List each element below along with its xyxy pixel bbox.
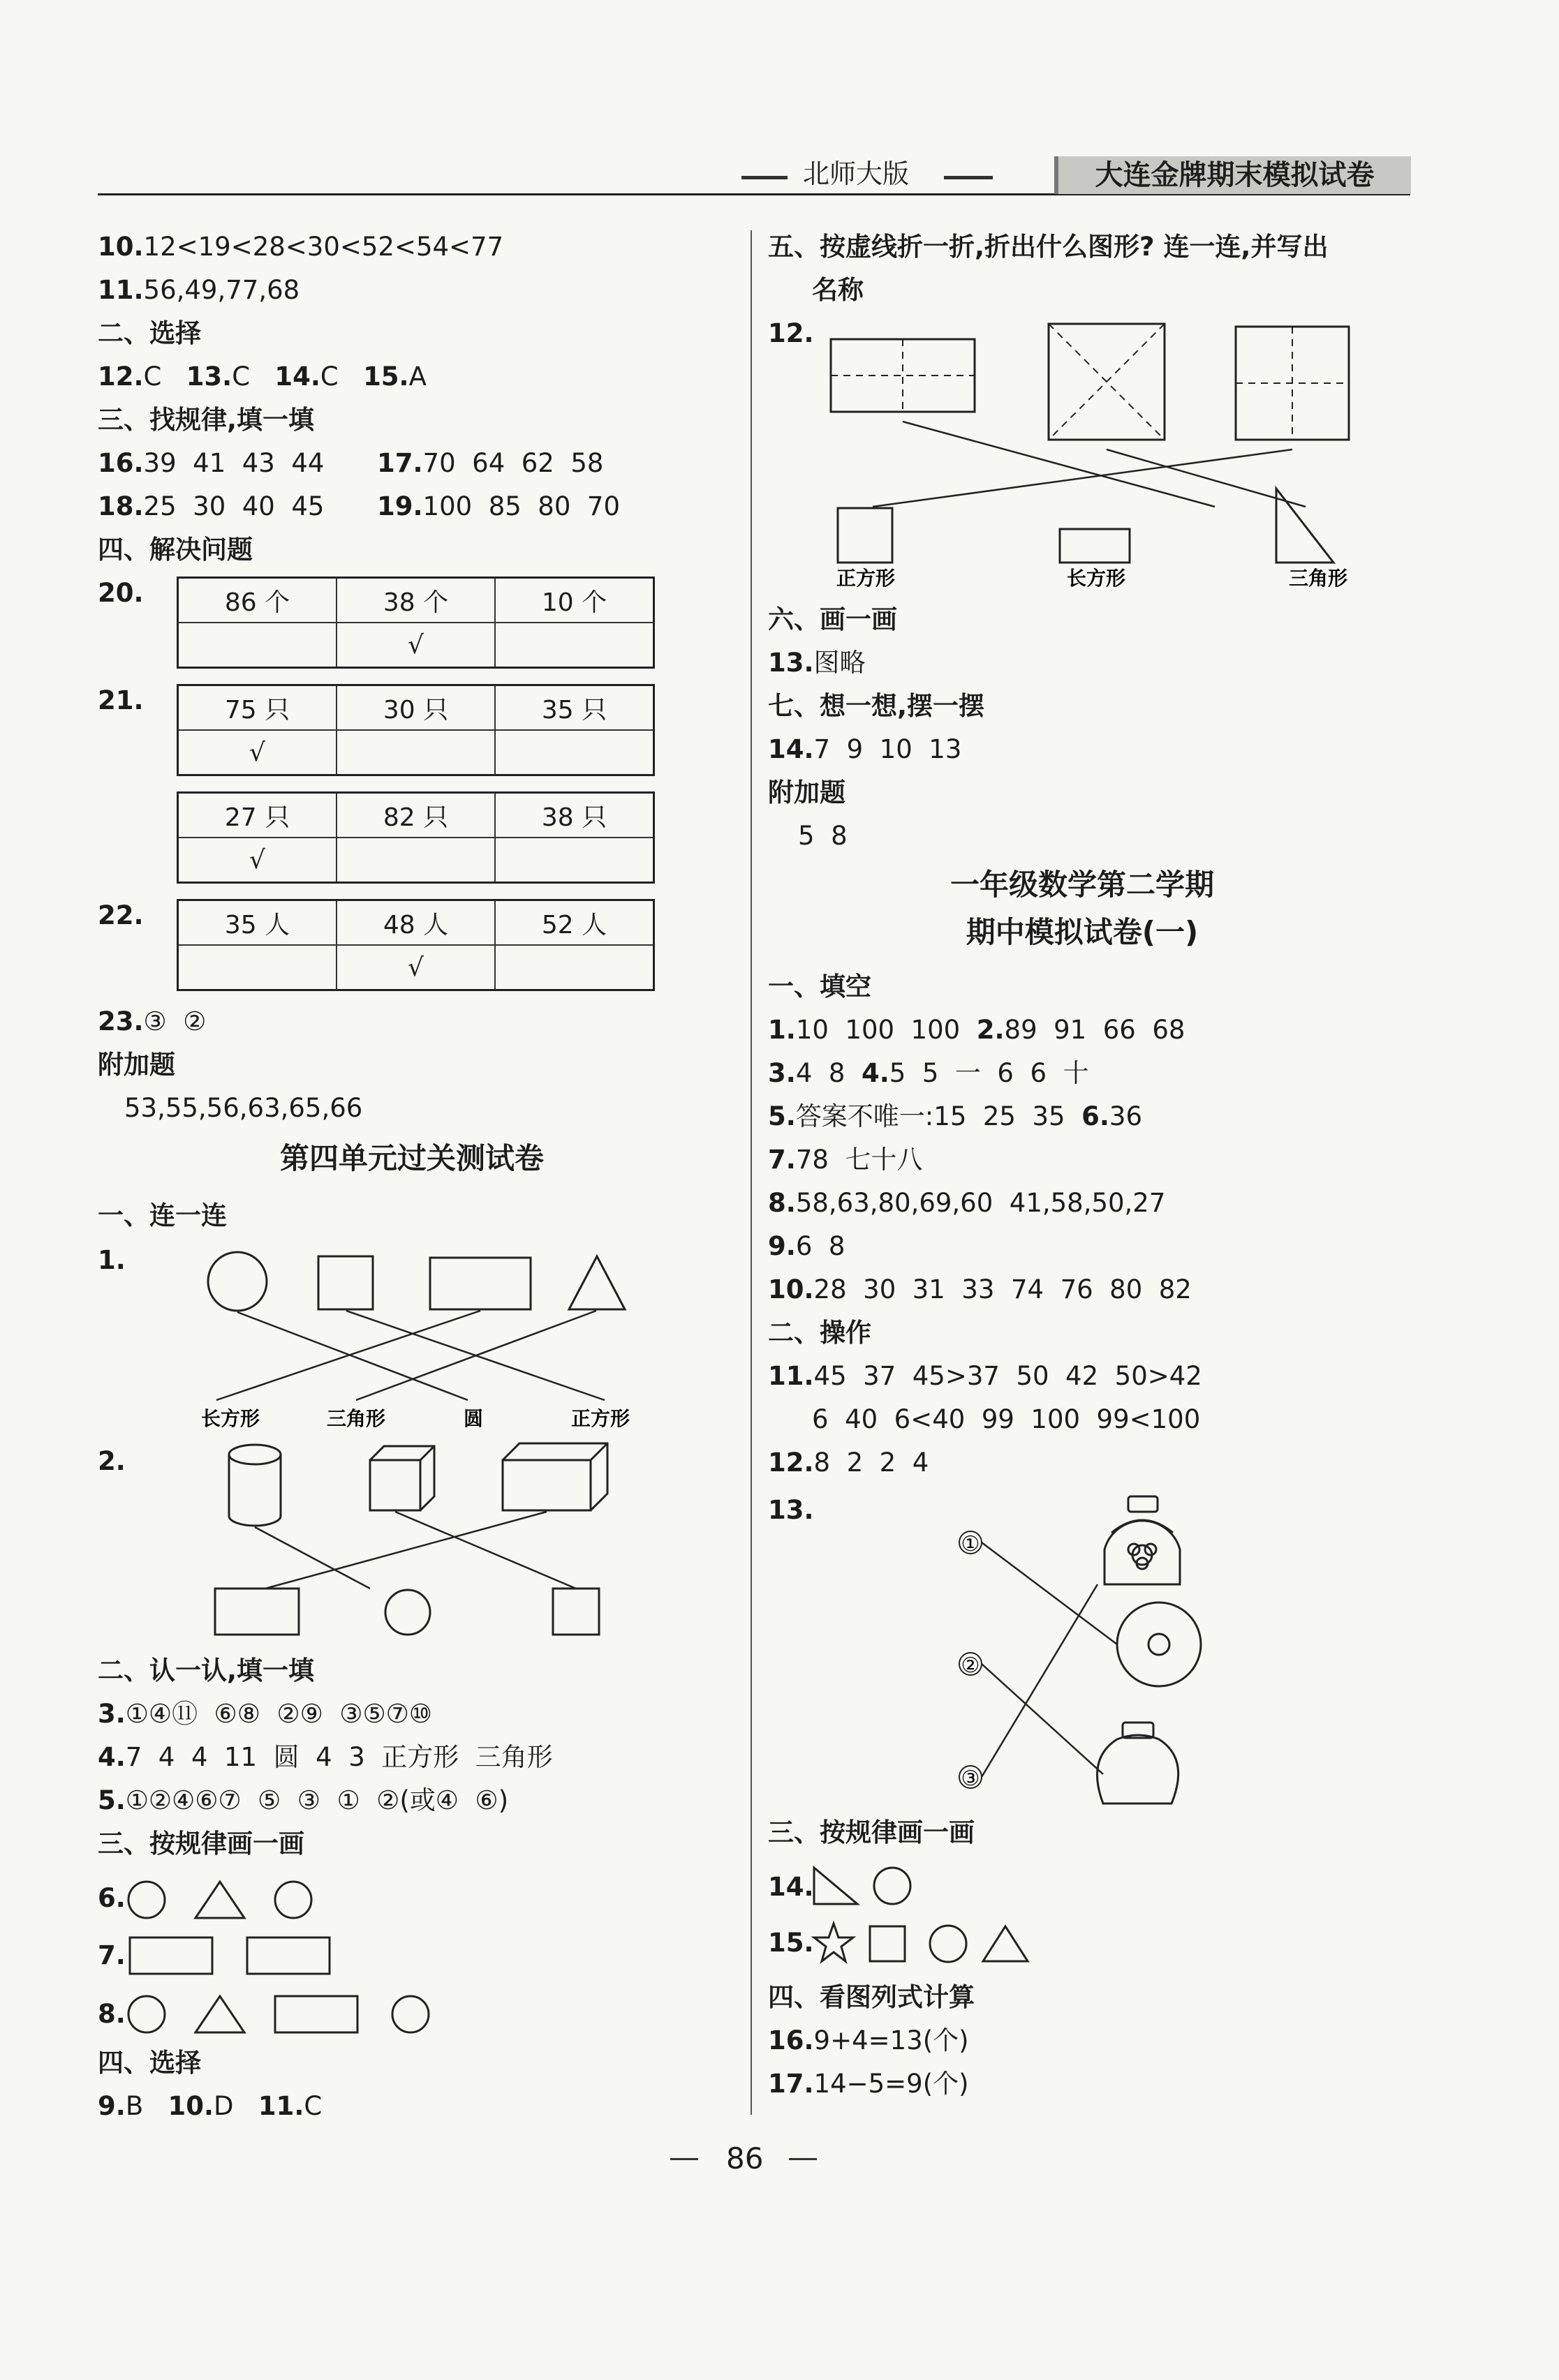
circle-shape — [392, 1996, 429, 2032]
midterm-q17: 17.14−5=9(个) — [768, 2069, 969, 2099]
match-line — [982, 1664, 1103, 1774]
circle-shape — [128, 1882, 165, 1918]
midterm-section-operate: 二、操作 — [768, 1318, 871, 1348]
midterm-q3-q4: 3.4 8 4.5 5 一 6 6 十 — [768, 1058, 1089, 1088]
midterm-q11-line1: 11.45 37 45>37 50 42 50>42 — [768, 1361, 1202, 1391]
midterm-q9: 9.6 8 — [768, 1231, 845, 1261]
midterm-q11-line2: 6 40 6<40 99 100 99<100 — [812, 1404, 1201, 1434]
midterm-q14-number: 14. — [768, 1872, 814, 1902]
q21-check: √ — [178, 838, 337, 883]
fold-diagram — [824, 318, 1382, 597]
q20-check — [495, 623, 654, 668]
q21-check — [337, 730, 495, 775]
match-line — [237, 1312, 468, 1400]
midterm-q15-number: 15. — [768, 1928, 814, 1958]
extra-answer-right: 5 8 — [798, 821, 848, 851]
header-dash-right — [944, 176, 993, 179]
q21-check — [495, 730, 654, 775]
unit4-title: 第四单元过关测试卷 — [279, 1141, 544, 1175]
label-square: 正方形 — [836, 567, 896, 590]
q22-cell: 48 人 — [337, 900, 495, 946]
pot-top-view — [1104, 1496, 1180, 1584]
match-line — [903, 422, 1215, 507]
match-line — [265, 1512, 547, 1589]
midterm-q13-number: 13. — [768, 1495, 814, 1525]
right-q13-answer: 13.图略 — [768, 648, 866, 678]
unit4-q2-number: 2. — [98, 1446, 126, 1476]
rectangle-shape — [130, 1938, 212, 1974]
midterm-q7: 7.78 七十八 — [768, 1145, 923, 1175]
circle-shape — [275, 1882, 311, 1918]
unit4-q3-answer: 3.①④⑪ ⑥⑧ ②⑨ ③⑤⑦⑩ — [98, 1699, 433, 1729]
extra-title-right: 附加题 — [768, 778, 845, 808]
unit4-q7-shapes — [126, 1933, 342, 1978]
unit4-section-choice: 四、选择 — [98, 2048, 201, 2078]
folded-rectangle — [831, 339, 975, 412]
match-line — [255, 1527, 370, 1589]
q21-check — [337, 838, 495, 883]
circle-shape — [128, 1996, 165, 2032]
q20-check — [178, 623, 337, 668]
q22-check — [178, 945, 337, 990]
q21-cell: 82 只 — [337, 793, 495, 838]
cube-shape — [370, 1446, 434, 1510]
q21-cell: 30 只 — [337, 685, 495, 731]
header-series-box — [1054, 156, 1411, 194]
triangle-shape — [195, 1996, 244, 2032]
match-line — [873, 449, 1292, 507]
midterm-q10: 10.28 30 31 33 74 76 80 82 — [768, 1274, 1192, 1304]
label-triangle: 三角形 — [1288, 567, 1348, 590]
q21-cell: 75 只 — [178, 685, 337, 731]
section-draw-right: 六、画一画 — [768, 604, 897, 634]
triangle-shape — [569, 1256, 625, 1309]
match-line — [356, 1311, 596, 1400]
unit4-q9-11-answers: 9.B 10.D 11.C — [98, 2091, 323, 2121]
midterm-q15-shapes — [810, 1921, 1033, 1965]
midterm-q5-q6: 5.答案不唯一:15 25 35 6.36 — [768, 1101, 1143, 1131]
q21-check: √ — [178, 730, 337, 775]
circle-face — [385, 1590, 430, 1635]
rectangle-shape — [1060, 529, 1130, 563]
unit4-q2-diagram — [209, 1439, 628, 1642]
q10-answer: 10.12<19<28<30<52<54<77 — [98, 232, 504, 262]
unit4-section-identify: 二、认一认,填一填 — [98, 1656, 315, 1686]
midterm-q16: 16.9+4=13(个) — [768, 2025, 969, 2055]
q12-15-answers: 12.C 13.C 14.C 15.A — [98, 362, 427, 392]
square-shape — [318, 1256, 373, 1309]
q22-cell: 52 人 — [495, 900, 654, 946]
column-divider — [751, 230, 752, 2115]
q11-answer: 11.56,49,77,68 — [98, 275, 300, 305]
rectangle-shape — [247, 1938, 330, 1974]
q22-cell: 35 人 — [178, 900, 337, 946]
q21-number: 21. — [98, 685, 144, 715]
circle-shape — [930, 1926, 966, 1962]
header-edition: 北师大版 — [803, 158, 910, 189]
unit4-section-connect: 一、连一连 — [98, 1200, 227, 1230]
unit4-q1-diagram — [189, 1242, 649, 1431]
q19-answer: 19.100 85 80 70 — [377, 491, 620, 521]
header-dash-left — [741, 176, 788, 179]
section-think: 七、想一想,摆一摆 — [768, 691, 985, 721]
midterm-section-calc: 四、看图列式计算 — [768, 1982, 975, 2012]
q23-answer: 23.③ ② — [98, 1006, 207, 1036]
rectangle-shape — [430, 1258, 531, 1309]
q21-cell: 27 只 — [178, 793, 337, 838]
q20-cell: 86 个 — [178, 578, 337, 623]
circle-shape — [874, 1868, 910, 1904]
star-shape — [814, 1924, 853, 1961]
unit4-section-draw: 三、按规律画一画 — [98, 1829, 304, 1859]
midterm-title-2: 期中模拟试卷(一) — [966, 915, 1199, 949]
extra-title-left: 附加题 — [98, 1050, 175, 1080]
unit4-q8-number: 8. — [98, 1999, 126, 2029]
q16-answer: 16.39 41 43 44 — [98, 448, 325, 478]
square-face — [553, 1589, 599, 1635]
q21-check — [495, 838, 654, 883]
unit4-q6-number: 6. — [98, 1883, 126, 1913]
q20-check: √ — [337, 623, 495, 668]
cuboid-shape — [503, 1443, 607, 1510]
label-rectangle: 长方形 — [200, 1407, 260, 1430]
pot-side-view — [1098, 1723, 1179, 1803]
page-number: 86 — [726, 2141, 764, 2176]
midterm-q14-shapes — [810, 1864, 922, 1908]
midterm-q13-diagram — [950, 1494, 1229, 1808]
footer-dash-right — [789, 2158, 817, 2160]
q22-number: 22. — [98, 900, 144, 930]
label-square: 正方形 — [570, 1407, 630, 1430]
q21-table-2 — [177, 791, 655, 884]
midterm-title-1: 一年级数学第二学期 — [950, 868, 1214, 902]
footer-dash-left — [670, 2158, 698, 2160]
right-q12-number: 12. — [768, 318, 814, 348]
rectangle-shape — [275, 1996, 357, 2032]
midterm-section-draw: 三、按规律画一画 — [768, 1817, 975, 1847]
unit4-q7-number: 7. — [98, 1940, 126, 1970]
square-shape — [838, 508, 892, 563]
unit4-q1-number: 1. — [98, 1245, 126, 1275]
mark-3-label: ③ — [961, 1767, 980, 1791]
unit4-q6-shapes — [126, 1877, 328, 1922]
section-pattern: 三、找规律,填一填 — [98, 405, 315, 435]
extra-answer-left: 53,55,56,63,65,66 — [124, 1093, 363, 1123]
q22-check — [495, 945, 654, 990]
match-line — [982, 1542, 1117, 1644]
label-triangle: 三角形 — [326, 1407, 386, 1430]
section-solve: 四、解决问题 — [98, 535, 253, 565]
section-fold: 五、按虚线折一折,折出什么图形? 连一连,并写出 — [768, 232, 1329, 262]
match-line — [216, 1311, 480, 1400]
midterm-section-fill: 一、填空 — [768, 972, 871, 1002]
q22-table — [177, 899, 655, 991]
q21-table-1 — [177, 684, 655, 776]
midterm-q1-q2: 1.10 100 100 2.89 91 66 68 — [768, 1015, 1185, 1045]
q21-cell: 38 只 — [495, 793, 654, 838]
unit4-q4-answer: 4.7 4 4 11 圆 4 3 正方形 三角形 — [98, 1742, 553, 1772]
header-series: 大连金牌期末模拟试卷 — [1095, 158, 1375, 191]
label-circle: 圆 — [463, 1407, 484, 1430]
q17-answer: 17.70 64 62 58 — [377, 448, 604, 478]
triangle-shape — [1276, 489, 1333, 563]
right-q14-answer: 14.7 9 10 13 — [768, 734, 962, 764]
right-triangle-shape — [814, 1868, 857, 1904]
triangle-shape — [195, 1882, 244, 1918]
q20-cell: 38 个 — [337, 578, 495, 623]
circle-shape — [208, 1252, 267, 1311]
triangle-shape — [983, 1926, 1028, 1961]
pot-bottom-view — [1117, 1602, 1201, 1686]
match-line — [395, 1512, 576, 1589]
q22-check: √ — [337, 945, 495, 990]
cylinder-shape — [229, 1445, 281, 1526]
unit4-q5-answer: 5.①②④⑥⑦ ⑤ ③ ① ②(或④ ⑥) — [98, 1785, 509, 1815]
unit4-q8-shapes — [126, 1992, 447, 2037]
square-shape — [870, 1926, 905, 1961]
q20-number: 20. — [98, 578, 144, 608]
midterm-q8: 8.58,63,80,69,60 41,58,50,27 — [768, 1188, 1166, 1218]
rectangle-face — [215, 1589, 299, 1635]
section-choice: 二、选择 — [98, 318, 201, 348]
q20-cell: 10 个 — [495, 578, 654, 623]
midterm-q12: 12.8 2 2 4 — [768, 1448, 929, 1478]
mark-2-label: ② — [961, 1653, 980, 1678]
section-fold-cont: 名称 — [812, 275, 864, 305]
q20-table — [177, 577, 655, 669]
q21-cell: 35 只 — [495, 685, 654, 731]
label-rectangle: 长方形 — [1066, 567, 1126, 590]
q18-answer: 18.25 30 40 45 — [98, 491, 325, 521]
mark-1-label: ① — [961, 1532, 980, 1556]
